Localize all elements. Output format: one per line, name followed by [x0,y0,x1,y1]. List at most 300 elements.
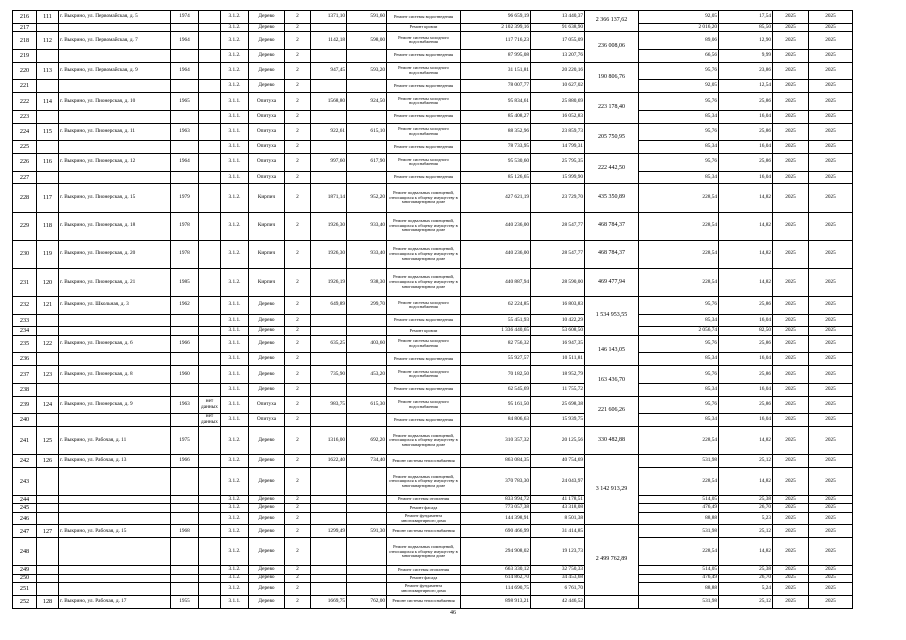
cell-y2: 2025 [809,496,853,504]
cell-mat: Дерево [249,574,285,582]
cell-n: 244 [13,496,37,504]
cell-pkg: 236 008,06 [585,32,639,62]
cell-fl: 2 [285,335,311,353]
cell-addr [59,496,171,504]
cell-bad [199,153,221,171]
cell-y2: 2025 [809,153,853,171]
cell-idx [37,353,59,366]
cell-y2: 2025 [809,512,853,525]
cell-y2: 2025 [809,574,853,582]
cell-y1: 2025 [773,512,809,525]
cell-idx: 125 [37,427,59,455]
cell-n: 245 [13,504,37,512]
cell-liv: 938,30 [347,268,387,296]
cell-cost: 78 733,95 [461,141,531,154]
cell-idx: 123 [37,366,59,384]
cell-unit: 20 220,16 [531,62,585,80]
cell-work: Ремонт системы водоотведения [387,49,461,62]
cell-mat: Дерево [249,353,285,366]
cell-m2: 25,12 [719,455,773,468]
cell-m2: 14,82 [719,538,773,566]
table-row [13,595,897,608]
cell-addr [59,353,171,366]
cell-cost: 863 084,35 [461,455,531,468]
cell-n: 219 [13,49,37,62]
cell-m2: 14,82 [719,240,773,268]
cell-unit: 24 043,97 [531,468,585,496]
cell-y1: 2025 [773,171,809,184]
cell-code: 3.1.2. [221,582,249,595]
table-row [13,11,897,24]
cell-year [171,504,199,512]
cell-bad [199,335,221,353]
cell-liv [347,566,387,574]
cell-unit: 8 501,38 [531,512,585,525]
cell-idx: 118 [37,212,59,240]
cell-year: 1964 [171,153,199,171]
cell-cost: 55 927,57 [461,353,531,366]
table-row [13,49,897,62]
cell-idx: 112 [37,32,59,50]
cell-idx [37,582,59,595]
cell-cost: 440 236,00 [461,212,531,240]
cell-area: 1299,49 [311,525,347,538]
table-row [13,566,897,574]
cell-cost: 114 690,75 [461,582,531,595]
cell-y1: 2025 [773,595,809,608]
cell-mat: Дерево [249,504,285,512]
cell-fl: 2 [285,396,311,414]
cell-m1: 228,54 [639,184,719,212]
cell-idx [37,566,59,574]
cell-year [171,496,199,504]
cell-y1: 2025 [773,468,809,496]
cell-pkg: 190 806,76 [585,62,639,92]
cell-y1: 2025 [773,504,809,512]
cell-m1: 514,05 [639,496,719,504]
cell-area: 1568,80 [311,93,347,111]
cell-addr [59,110,171,123]
cell-unit: 6 761,70 [531,582,585,595]
cell-y2: 2025 [809,141,853,154]
cell-liv [347,353,387,366]
cell-area: 635,25 [311,335,347,353]
cell-n: 248 [13,538,37,566]
cell-cost: 833 994,72 [461,496,531,504]
cell-cost: 370 783,30 [461,468,531,496]
cell-fl: 2 [285,212,311,240]
cell-m2: 85,50 [719,23,773,31]
cell-liv: 617,90 [347,153,387,171]
cell-y1: 2025 [773,427,809,455]
cell-liv: 591,60 [347,11,387,24]
cell-work: Ремонт системы водоотведения [387,383,461,396]
cell-mat: Дерево [249,366,285,384]
cell-pkg: 223 178,40 [585,93,639,123]
cell-m1: 95,76 [639,123,719,141]
table-row [13,366,897,384]
cell-fl: 2 [285,525,311,538]
cell-m2: 25,86 [719,396,773,414]
cell-n: 246 [13,512,37,525]
cell-idx: 120 [37,268,59,296]
cell-area: 983,75 [311,396,347,414]
cell-mat: Дерево [249,327,285,335]
cell-addr: г. Выкрино, ул. Пионерская, д. 12 [59,153,171,171]
cell-year [171,80,199,93]
cell-cost: 62 224,85 [461,296,531,314]
cell-addr [59,538,171,566]
cell-y1: 2025 [773,566,809,574]
capital-repair-table [12,10,897,609]
cell-addr: г. Выкрино, ул. Пионерская, д. 8 [59,366,171,384]
cell-fl: 2 [285,427,311,455]
cell-code: 3.1.2. [221,212,249,240]
cell-mat: Дерево [249,11,285,24]
cell-area [311,582,347,595]
cell-idx [37,327,59,335]
cell-n: 242 [13,455,37,468]
cell-unit: 23 859,73 [531,123,585,141]
cell-work: Ремонт кровли [387,327,461,335]
cell-unit: 13 440,37 [531,11,585,24]
cell-code: 3.1.1. [221,353,249,366]
cell-m2: 16,04 [719,414,773,427]
cell-n: 223 [13,110,37,123]
table-row [13,62,897,80]
table-row [13,468,897,496]
cell-n: 238 [13,383,37,396]
cell-bad [199,268,221,296]
cell-unit: 18 952,79 [531,366,585,384]
cell-work: Ремонт системы холодного водоснабжения [387,32,461,50]
cell-work: Ремонт подвальных помещений, относящихся к общему имуществу в многоквартирном доме [387,240,461,268]
cell-bad [199,62,221,80]
cell-unit: 31 414,85 [531,525,585,538]
table-row [13,314,897,327]
cell-mat: Дерево [249,538,285,566]
cell-year: 1963 [171,396,199,414]
cell-addr [59,414,171,427]
table-row [13,123,897,141]
cell-addr [59,574,171,582]
cell-fl: 2 [285,566,311,574]
cell-m2: 82,50 [719,327,773,335]
table-row [13,240,897,268]
cell-m2: 16,04 [719,171,773,184]
cell-m1: 228,54 [639,212,719,240]
cell-n: 252 [13,595,37,608]
cell-m1: 66,56 [639,49,719,62]
cell-y1: 2025 [773,80,809,93]
cell-year [171,468,199,496]
cell-code: 3.1.1. [221,93,249,111]
cell-code: 3.1.2. [221,496,249,504]
cell-fl: 2 [285,595,311,608]
cell-area [311,353,347,366]
table-row [13,427,897,455]
cell-liv: 734,40 [347,455,387,468]
cell-fl: 2 [285,538,311,566]
cell-year: 1974 [171,11,199,24]
cell-m2: 25,86 [719,93,773,111]
cell-code: 3.1.2. [221,455,249,468]
cell-unit: 10 627,02 [531,80,585,93]
cell-area [311,468,347,496]
cell-y1: 2025 [773,32,809,50]
cell-idx: 126 [37,455,59,468]
cell-fl: 2 [285,455,311,468]
cell-work: Ремонт системы водоотведения [387,80,461,93]
cell-y2: 2025 [809,538,853,566]
cell-bad [199,110,221,123]
table-row [13,327,897,335]
cell-unit: 16 803,83 [531,296,585,314]
cell-addr: г. Выкрино, ул. Пионерская, д. 18 [59,212,171,240]
cell-addr: г. Выкрино, ул. Пионерская, д. 20 [59,240,171,268]
cell-area [311,383,347,396]
cell-y2: 2025 [809,93,853,111]
cell-pkg: 222 442,50 [585,153,639,183]
cell-y2: 2025 [809,268,853,296]
cell-code: 3.1.2. [221,427,249,455]
cell-area: 735,90 [311,366,347,384]
cell-y1: 2025 [773,110,809,123]
cell-y1: 2025 [773,366,809,384]
cell-m1: 531,98 [639,595,719,608]
cell-mat: Опитуха [249,141,285,154]
cell-m1: 228,54 [639,268,719,296]
cell-y2: 2025 [809,353,853,366]
cell-y2: 2025 [809,184,853,212]
cell-y1: 2025 [773,314,809,327]
cell-y2: 2025 [809,123,853,141]
cell-y1: 2025 [773,455,809,468]
cell-m1: 85,34 [639,314,719,327]
cell-area: 922,61 [311,123,347,141]
cell-area [311,574,347,582]
cell-idx [37,504,59,512]
cell-m1: 88,88 [639,582,719,595]
cell-bad [199,314,221,327]
cell-unit: 14 799,31 [531,141,585,154]
cell-mat: Опитуха [249,153,285,171]
cell-cost: 427 621,19 [461,184,531,212]
cell-cost: 55 451,93 [461,314,531,327]
cell-area [311,80,347,93]
cell-addr: г. Выкрино, ул. Школьная, д. 3 [59,296,171,314]
cell-area [311,566,347,574]
cell-n: 217 [13,23,37,31]
cell-cost: 85 126,65 [461,171,531,184]
cell-area [311,23,347,31]
cell-pkg: 469 477,94 [585,268,639,296]
cell-work: Ремонт системы холодного водоснабжения [387,296,461,314]
cell-unit: 23 729,70 [531,184,585,212]
cell-pkg: 1 534 953,55 [585,296,639,335]
cell-code: 3.1.2. [221,11,249,24]
cell-work: Ремонт фундамента многоквартирного дома [387,582,461,595]
cell-bad [199,212,221,240]
cell-y1: 2025 [773,538,809,566]
cell-work: Ремонт фасада [387,504,461,512]
cell-idx: 127 [37,525,59,538]
cell-area: 1622,40 [311,455,347,468]
cell-mat: Дерево [249,582,285,595]
cell-y1: 2025 [773,93,809,111]
cell-code: 3.1.1. [221,366,249,384]
cell-addr [59,566,171,574]
cell-cost: 144 398,91 [461,512,531,525]
cell-y2: 2025 [809,366,853,384]
cell-n: 247 [13,525,37,538]
cell-liv [347,327,387,335]
cell-m2: 25,38 [719,496,773,504]
cell-unit: 40 754,69 [531,455,585,468]
cell-y1: 2025 [773,353,809,366]
cell-m2: 16,04 [719,353,773,366]
cell-pkg: 330 482,88 [585,427,639,455]
cell-m1: 514,05 [639,566,719,574]
cell-bad: нет данных [199,414,221,427]
cell-n: 227 [13,171,37,184]
table-row [13,141,897,154]
cell-fl: 2 [285,296,311,314]
cell-code: 3.1.1. [221,396,249,414]
cell-area: 1926,19 [311,268,347,296]
cell-pkg: 205 750,95 [585,123,639,153]
cell-idx [37,314,59,327]
cell-fl: 2 [285,184,311,212]
cell-m1: 95,76 [639,335,719,353]
cell-addr: г. Выкрино, ул. Пионерская, д. 21 [59,268,171,296]
cell-code: 3.1.2. [221,23,249,31]
cell-fl: 2 [285,62,311,80]
cell-fl: 2 [285,314,311,327]
cell-area: 1371,10 [311,11,347,24]
cell-year [171,582,199,595]
cell-cost: 1 336 440,65 [461,327,531,335]
cell-liv [347,414,387,427]
cell-addr: г. Выкрино, ул. Рабочая, д. 11 [59,427,171,455]
cell-m2: 25,12 [719,525,773,538]
cell-mat: Дерево [249,455,285,468]
cell-m2: 14,82 [719,427,773,455]
cell-year: 1962 [171,296,199,314]
cell-unit: 17 055,09 [531,32,585,50]
cell-idx [37,23,59,31]
cell-addr: г. Выкрино, ул. Рабочая, д. 17 [59,595,171,608]
cell-code: 3.1.1. [221,171,249,184]
cell-work: Ремонт системы отопления [387,566,461,574]
cell-mat: Кирпич [249,212,285,240]
cell-code: 3.1.2. [221,538,249,566]
cell-y1: 2025 [773,335,809,353]
cell-idx: 119 [37,240,59,268]
cell-y2: 2025 [809,240,853,268]
cell-unit: 25 795,35 [531,153,585,171]
cell-pkg: 435 350,89 [585,184,639,212]
cell-mat: Опитуха [249,171,285,184]
cell-addr: г. Выкрино, ул. Первомайская, д. 7 [59,32,171,50]
cell-bad [199,574,221,582]
cell-liv: 615,10 [347,123,387,141]
cell-code: 3.1.1. [221,110,249,123]
cell-y1: 2025 [773,383,809,396]
cell-bad [199,296,221,314]
cell-idx [37,468,59,496]
table-row [13,153,897,171]
cell-m2: 5,23 [719,512,773,525]
table-row [13,504,897,512]
cell-y2: 2025 [809,80,853,93]
cell-y1: 2025 [773,525,809,538]
cell-n: 232 [13,296,37,314]
cell-work: Ремонт системы холодного водоснабжения [387,396,461,414]
cell-work: Ремонт системы водоотведения [387,110,461,123]
cell-y1: 2025 [773,49,809,62]
cell-year: 1960 [171,366,199,384]
cell-idx [37,414,59,427]
cell-unit: 15 939,75 [531,414,585,427]
cell-bad [199,141,221,154]
cell-fl: 2 [285,496,311,504]
cell-mat: Дерево [249,383,285,396]
cell-y2: 2025 [809,11,853,24]
cell-fl: 2 [285,171,311,184]
cell-area [311,141,347,154]
cell-m1: 228,54 [639,468,719,496]
cell-bad [199,240,221,268]
cell-fl: 2 [285,366,311,384]
cell-unit: 13 207,76 [531,49,585,62]
cell-year: 1963 [171,123,199,141]
cell-code: 3.1.2. [221,468,249,496]
cell-mat: Дерево [249,496,285,504]
cell-fl: 2 [285,504,311,512]
cell-n: 237 [13,366,37,384]
cell-y2: 2025 [809,327,853,335]
cell-liv: 299,70 [347,296,387,314]
cell-idx: 114 [37,93,59,111]
cell-y2: 2025 [809,296,853,314]
cell-y1: 2025 [773,240,809,268]
cell-y1: 2025 [773,296,809,314]
cell-y2: 2025 [809,525,853,538]
table-row [13,455,897,468]
cell-addr: г. Выкрино, ул. Первомайская, д. 9 [59,62,171,80]
cell-year: 1955 [171,595,199,608]
cell-unit: 32 750,33 [531,566,585,574]
table-row [13,538,897,566]
cell-liv [347,512,387,525]
cell-m2: 16,04 [719,383,773,396]
table-row [13,171,897,184]
cell-y1: 2025 [773,153,809,171]
cell-y2: 2025 [809,455,853,468]
cell-cost: 2 102 399,16 [461,23,531,31]
cell-unit: 43 318,08 [531,504,585,512]
cell-mat: Дерево [249,296,285,314]
cell-m2: 9,99 [719,49,773,62]
cell-cost: 117 716,23 [461,32,531,50]
cell-year [171,574,199,582]
cell-cost: 95 161,50 [461,396,531,414]
cell-area [311,538,347,566]
cell-y2: 2025 [809,171,853,184]
cell-cost: 96 659,19 [461,11,531,24]
cell-m1: 95,76 [639,296,719,314]
